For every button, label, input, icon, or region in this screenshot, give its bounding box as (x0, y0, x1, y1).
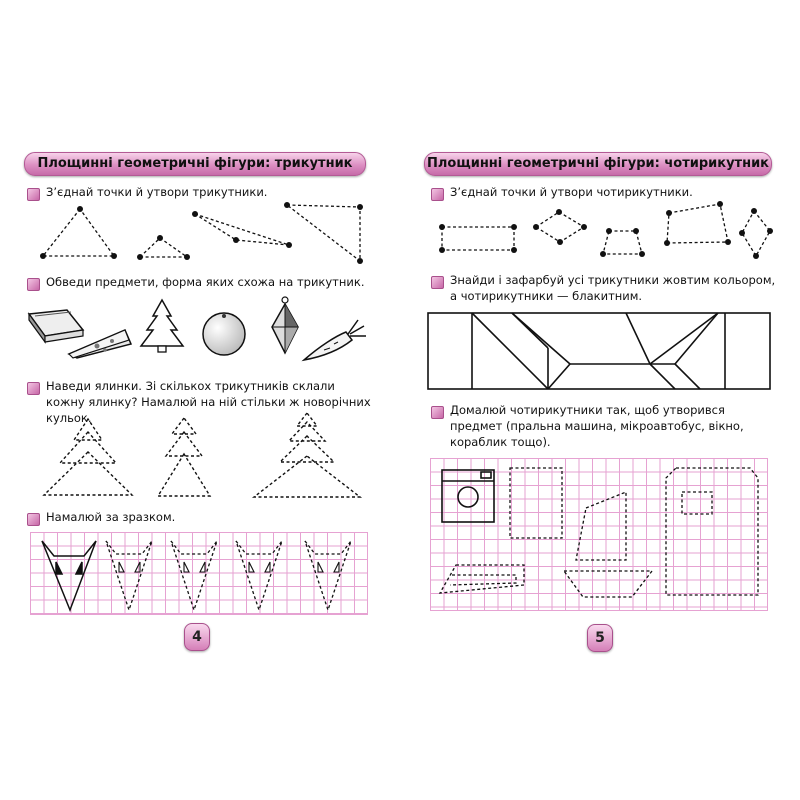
page-number: 4 (184, 623, 210, 651)
page-title: Площинні геометричні фігури: чотирикутник (427, 156, 769, 171)
quadrilateral-sketches (400, 0, 800, 800)
task-2-text: Обведи предмети, форма яких схожа на трикутник. (46, 275, 365, 289)
task-2-text: Знайди і зафарбуй усі трикутники жовтим кольором, а чотирикутники — блакитним. (450, 273, 776, 303)
task-3-text: Домалюй чотирикутники так, щоб утворився предмет (пральна машина, мікроавтобус, вікно, кораблик тощо). (450, 403, 744, 449)
task-3-text: Наведи ялинки. Зі скількох трикутників склали кожну ялинку? Намалюй на ній стільки ж новорічних кульок. (46, 379, 371, 425)
right-page (400, 0, 800, 800)
task-1-text: З’єднай точки й утвори трикутники. (46, 185, 268, 199)
page-title: Площинні геометричні фігури: трикутник (37, 156, 353, 171)
page-number: 5 (587, 624, 613, 652)
task-4-text: Намалюй за зразком. (46, 510, 176, 524)
task-1-text: З’єднай точки й утвори чотирикутники. (450, 185, 693, 199)
